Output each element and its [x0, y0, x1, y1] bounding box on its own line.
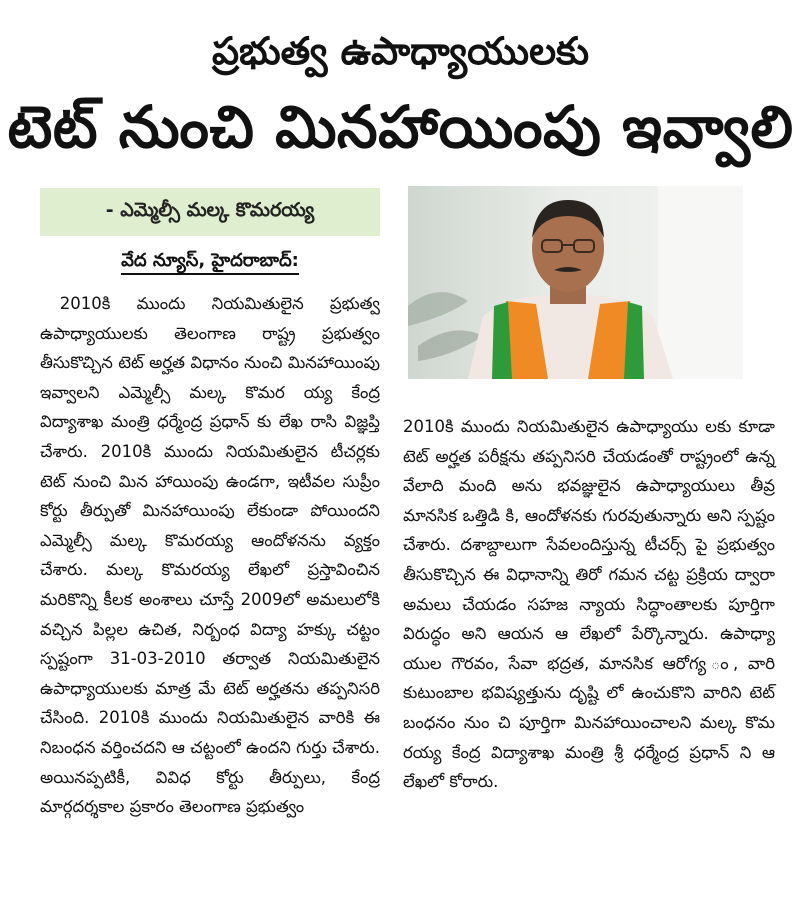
- portrait-illustration: [408, 186, 743, 379]
- headline-line-2: టెట్ నుంచి మినహాయింపు ఇవ్వాలి: [7, 93, 794, 161]
- article-body-left-column: 2010కి ముందు నియమితులైన ప్రభుత్వ ఉపాధ్యాయులకు తెలంగాణ రాష్ట్ర ప్రభుత్వం తీసుకొచ్చిన టెట్ అర్హత విధానం నుంచి మినహాయింపు ఇవ్వాలని ఎమ్మెల్సీ మల్క కొమర య్య కేంద్ర విద్యాశాఖ మంత్రి ధర్మేంద్ర ప్రధాన్ కు లేఖ రాసి విజ్ఞప్తి చేశారు. 2010కి ముందు నియమితులైన టీచర్లకు టెట్ నుంచి మిన హాయింపు ఉండగా, ఇటీవల సుప్రీం కోర్టు తీర్పుతో మినహాయింపు లేకుండా పోయిందని ఎమ్మెల్సీ మల్క కొమరయ్య ఆందోళనను వ్యక్తం చేశారు. మల్క కొమరయ్య లేఖలో ప్రస్తావించిన మరికొన్ని కీలక అంశాలు చూస్తే 2009లో అమలులోకి వచ్చిన పిల్లల ఉచిత, నిర్బంధ విద్యా హక్కు చట్టం స్పష్టంగా 31-03-2010 తర్వాత నియమితులైన ఉపాధ్యాయులకు మాత్ర మే టెట్ అర్హతను తప్పనిసరి చేసింది. 2010కి ముందు నియమితులైన వారికి ఈ నిబంధన వర్తించదని ఆ చట్టంలో ఉందని గుర్తు చేశారు. అయినప్పటికీ, వివిధ కోర్టు తీర్పులు, కేంద్ర మార్గదర్శకాల ప్రకారం తెలంగాణ ప్రభుత్వం: [40, 294, 380, 817]
- article-body-right-column: 2010కి ముందు నియమితులైన ఉపాధ్యాయు లకు కూడా టెట్ అర్హత పరీక్షను తప్పనిసరి చేయడంతో రాష్ట్రంలో ఉన్న వేలాది మంది అను భవజ్ఞులైన ఉపాధ్యాయులు తీవ్ర మానసిక ఒత్తిడి కి, ఆందోళనకు గురవుతున్నారు అని స్పష్టం చేశారు. దశాబ్దాలుగా సేవలందిస్తున్న టీచర్స్ పై ప్రభుత్వం తీసుకొచ్చిన ఈ విధానాన్ని తిరో గమన చట్ట ప్రక్రియ ద్వారా అమలు చేయడం సహజ న్యాయ సిద్ధాంతాలకు పూర్తిగా విరుద్ధం అని ఆయన ఆ లేఖలో పేర్కొన్నారు. ఉపాధ్యా యుల గౌరవం, సేవా భద్రత, మానసిక ఆరోగ్య ం, వారి కుటుంబాల భవిష్యత్తును దృష్టి లో ఉంచుకొని వారిని టెట్ బంధనం నుం చి పూర్తిగా మినహాయించాలని మల్క కొమ రయ్య కేంద్ర విద్యాశాఖ మంత్రి శ్రీ ధర్మేంద్ర ప్రధాన్ ని ఆ లేఖలో కోరారు.: [403, 417, 775, 792]
- dateline-text: వేద న్యూస్, హైదరాబాద్:: [121, 250, 299, 275]
- politician-photo: [408, 186, 743, 379]
- byline-box: [40, 188, 380, 236]
- dateline: [40, 250, 380, 275]
- byline-text: - ఎమ్మెల్సీ మల్క కొమరయ్య: [105, 198, 315, 221]
- headline-line-1: ప్రభుత్వ ఉపాధ్యాయులకు: [211, 29, 590, 73]
